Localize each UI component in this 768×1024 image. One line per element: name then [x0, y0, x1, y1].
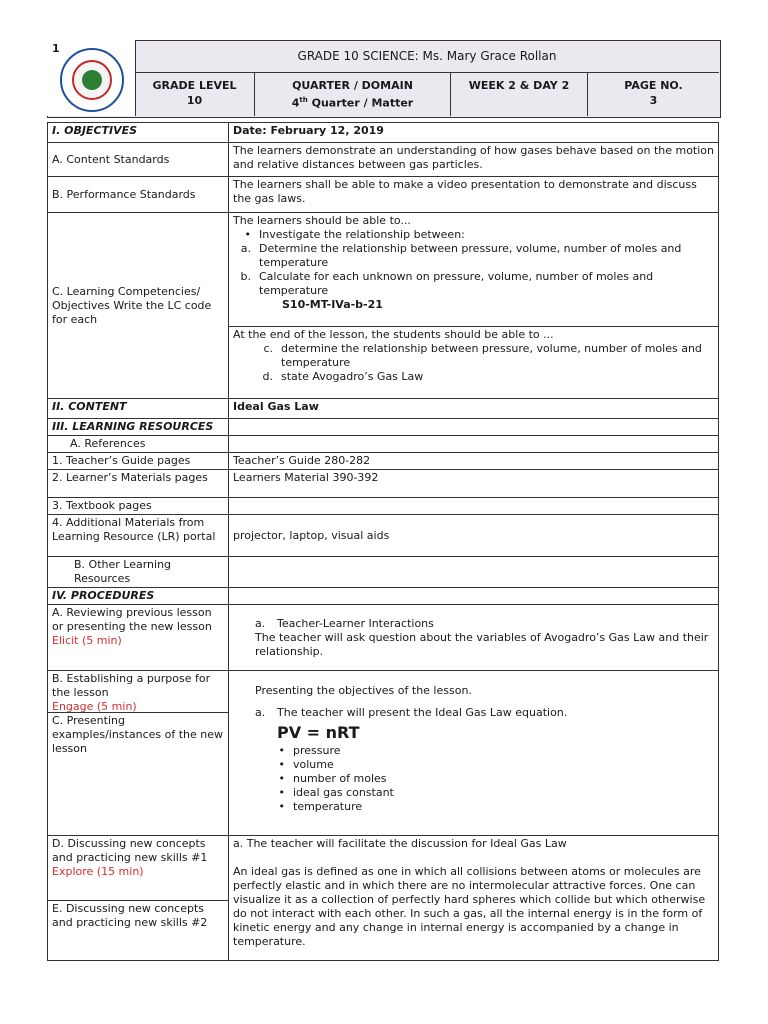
list-item: • volume — [278, 758, 334, 771]
objectives-label: I. OBJECTIVES — [48, 123, 229, 143]
list-item: • number of moles — [278, 772, 387, 785]
quarter-domain-value: 4th Quarter / Matter — [291, 96, 414, 110]
quarter-domain-label: QUARTER / DOMAIN — [292, 79, 413, 92]
lc-code: S10-MT-IVa-b-21 — [282, 298, 383, 311]
page-no-value: 3 — [649, 94, 658, 107]
objectives-date: Date: February 12, 2019 — [229, 123, 719, 143]
list-item: • ideal gas constant — [278, 786, 394, 799]
week-day-label: WEEK 2 & DAY 2 — [468, 79, 570, 92]
lesson-end-objectives — [229, 327, 719, 399]
other-resources-value — [229, 557, 719, 588]
explore-tag: Explore (15 min) — [52, 865, 144, 878]
list-item: a. The teacher will present the Ideal Gas Law equation. — [255, 706, 568, 719]
learners-materials-label: 2. Learner’s Materials pages — [48, 470, 229, 498]
grade-level-cell — [135, 72, 255, 116]
list-item: • temperature — [278, 800, 363, 813]
performance-standards-value: The learners shall be able to make a video presentation to demonstrate and discuss the gas laws. — [229, 177, 719, 213]
table-row — [48, 836, 719, 961]
proc-e-label: E. Discussing new concepts and practicing new skills #2 — [48, 900, 228, 960]
proc-a-text: The teacher will ask question about the variables of Avogadro’s Gas Law and their relationship. — [255, 630, 709, 658]
proc-a-label: A. Reviewing previous lesson or presenting the new lesson Elicit (5 min) — [48, 605, 229, 671]
content-label: II. CONTENT — [48, 399, 229, 419]
end-intro: At the end of the lesson, the students should be able to ... — [233, 328, 554, 341]
presenting-objectives: Presenting the objectives of the lesson. — [255, 684, 472, 697]
content-value: Ideal Gas Law — [229, 399, 719, 419]
proc-d-value — [229, 836, 719, 961]
other-resources-label: B. Other Learning Resources — [48, 557, 229, 588]
teachers-guide-label: 1. Teacher’s Guide pages — [48, 453, 229, 470]
list-item: c. determine the relationship between pressure, volume, number of moles and temperature — [263, 342, 702, 369]
ideal-gas-equation: PV = nRT — [277, 723, 360, 742]
table-row — [48, 605, 719, 671]
list-item: a. Teacher-Learner Interactions — [255, 616, 434, 630]
teachers-guide-value: Teacher’s Guide 280-282 — [229, 453, 719, 470]
list-item: • Investigate the relationship between: — [244, 228, 465, 241]
table-row — [48, 588, 719, 605]
competencies-intro: The learners should be able to... — [233, 214, 411, 227]
resources-label: III. LEARNING RESOURCES — [48, 419, 229, 436]
table-row — [48, 498, 719, 515]
page-number: 1 — [52, 42, 60, 55]
ideal-gas-paragraph: An ideal gas is defined as one in which all collisions between atoms or molecules are perfectly elastic and in which there are no intermolecular attractive forces. One can visualize it as a collection of perfectly hard spheres which collide but which otherwise do not interact with each other. In such a gas, all the internal energy is in the form of kinetic energy and any change in internal energy is accompanied by a change in temperature. — [233, 865, 706, 948]
table-row — [48, 213, 719, 327]
table-row — [48, 557, 719, 588]
procedures-label: IV. PROCEDURES — [48, 588, 229, 605]
table-row — [48, 143, 719, 177]
table-row — [48, 453, 719, 470]
additional-materials-label: 4. Additional Materials from Learning Resource (LR) portal — [48, 515, 229, 557]
page-no-label: PAGE NO. — [624, 79, 683, 92]
grade-level-value: 10 — [186, 94, 203, 107]
learners-materials-value: Learners Material 390-392 — [229, 470, 719, 498]
table-row — [48, 419, 719, 436]
proc-a-value — [229, 605, 719, 671]
table-row — [48, 177, 719, 213]
list-item: • pressure — [278, 744, 341, 757]
discussion-line: a. The teacher will facilitate the discussion for Ideal Gas Law — [233, 837, 567, 850]
table-row — [48, 470, 719, 498]
proc-c-value — [229, 671, 719, 836]
grade-level-label: GRADE LEVEL — [152, 79, 237, 92]
proc-bc-labels — [48, 671, 229, 836]
content-standards-label: A. Content Standards — [48, 143, 229, 177]
deped-seal-logo — [60, 48, 124, 112]
lesson-plan-table — [47, 122, 719, 961]
references-label: A. References — [48, 436, 229, 453]
list-item: d. state Avogadro’s Gas Law — [262, 370, 424, 383]
table-row — [48, 515, 719, 557]
textbook-label: 3. Textbook pages — [48, 498, 229, 515]
proc-b-label: B. Establishing a purpose for the lesson Engage (5 min) — [48, 671, 228, 713]
table-row — [48, 123, 719, 143]
proc-de-labels — [48, 836, 229, 961]
proc-c-label: C. Presenting examples/instances of the new lesson — [52, 714, 223, 755]
engage-tag: Engage (5 min) — [52, 700, 137, 713]
competencies-label: C. Learning Competencies/ Objectives Write the LC code for each — [48, 213, 229, 399]
page-no-cell — [588, 72, 719, 116]
proc-d-label: D. Discussing new concepts and practicing new skills #1 Explore (15 min) — [52, 837, 208, 878]
textbook-value — [229, 498, 719, 515]
performance-standards-label: B. Performance Standards — [48, 177, 229, 213]
table-row — [48, 436, 719, 453]
content-standards-value: The learners demonstrate an understanding of how gases behave based on the motion and relative distances between gas particles. — [229, 143, 719, 177]
list-item: b. Calculate for each unknown on pressure, volume, number of moles and temperature — [240, 270, 654, 297]
elicit-tag: Elicit (5 min) — [52, 634, 122, 647]
table-row — [48, 671, 719, 836]
additional-materials-value: projector, laptop, visual aids — [229, 515, 719, 557]
table-row — [48, 399, 719, 419]
header-title: GRADE 10 SCIENCE: Ms. Mary Grace Rollan — [135, 40, 719, 73]
list-item: a. Determine the relationship between pressure, volume, number of moles and temperature — [240, 242, 682, 269]
week-day-cell — [451, 72, 588, 116]
competencies-value — [229, 213, 719, 327]
quarter-domain-cell — [255, 72, 451, 116]
